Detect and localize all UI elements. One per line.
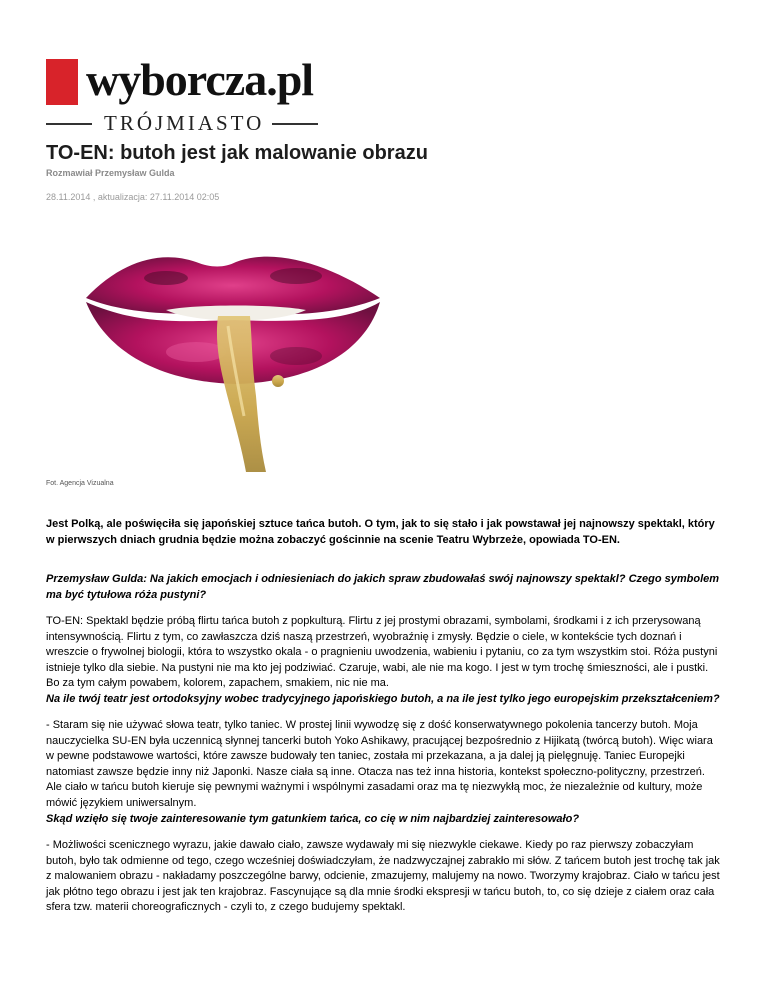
question-2: Na ile twój teatr jest ortodoksyjny wobec tradycyjnego japońskiego butoh, a na ile jest tylko jego europejskim przekształceniem? [46,693,720,705]
article-date: 28.11.2014 , aktualizacja: 27.11.2014 02:05 [46,192,220,202]
article-photo [46,206,420,472]
answer-1: TO-EN: Spektakl będzie próbą flirtu tańca butoh z popkulturą. Flirtu z jej prostymi obrazami, symbolami, środkami i z ich przerysowaną intensywnością. Flirtu z tym, co zawłaszcza dziś naszą przestrzeń, wyobraźnię i zmysły. Będzie o ciele, w kontekście tych doznań i wreszcie o frywolnej biologii, która to wszystko okala - o pragnieniu uwodzenia, wabieniu i pytaniu, co za tym wszystkim stoi. Róża pustyni istnieje tylko dla siebie. Na pustyni nie ma kto jej podziwiać. Czaruje, wabi, ale nie ma kogo. I jest w tym trochę śmieszności, ale i pustki. Bo za tym całym powabem, kolorem, zapachem, smakiem, nic nie ma. [46,615,718,689]
article-byline: Rozmawiał Przemysław Gulda [46,168,175,178]
photo-caption: Fot. Agencja Vizualna [46,480,114,487]
brand-name: wyborcza.pl [86,54,314,105]
logo-red-square [46,59,78,105]
question-1: Przemysław Gulda: Na jakich emocjach i odniesieniach do jakich spraw zbudowałaś swój najnowszy spektakl? Czego symbolem ma być tytułowa róża pustyni? [46,573,720,601]
article-title: TO-EN: butoh jest jak malowanie obrazu [46,142,428,164]
section-name: TRÓJMIASTO [104,111,265,135]
section-banner[interactable] [46,112,318,134]
answer-2: - Staram się nie używać słowa teatr, tylko taniec. W prostej linii wywodzę się z dość konserwatywnego pokolenia tancerzy butoh. Moja nauczycielka SU-EN była uczennicą słynnej tancerki butoh Yoko Ashikawy, pracującej bezpośrednio z Hijikatą (twórcą butoh). Więc wiara w pewne podstawowe wartości, które zawsze budowały ten taniec, została mi przekazana, a ja dalej ją pielęgnuję. Taniec Europejki natomiast zawsze będzie inny niż Japonki. Nasze ciała są inne. Otacza nas też inna historia, kontekst społeczno-polityczny, przestrzeń. Ale ciało w tańcu butoh kieruje się pewnymi ważnymi i wspólnymi zasadami oraz ma tę niezwykłą moc, że niezależnie od kultury, może mówić językiem uniwersalnym. [46,719,713,809]
masthead-logo[interactable] [46,54,336,114]
answer-3: - Możliwości scenicznego wyrazu, jakie dawało ciało, zawsze wydawały mi się niezwykle ciekawe. Kiedy po raz pierwszy zobaczyłam butoh, było tak odmienne od tego, czego wcześniej doświadczyłam, że nadzwyczajnej zabrakło mi słów. Z tańcem butoh jest trochę tak jak z malowaniem obrazu - nakładamy poszczególne barwy, odcienie, zmazujemy, malujemy na nowo. Tworzymy krajobraz. Ciało w tańcu jest jak płótno tego obrazu i jest jak ten krajobraz. Fascynujące są dla mnie środki ekspresji w tańcu butoh, to, co się dzieje z ciałem oraz cała sfera tzw. materii choreograficznych - czyli to, z czego budujemy spektakl. [46,839,720,913]
divider-right [272,123,318,125]
question-3: Skąd wzięło się twoje zainteresowanie tym gatunkiem tańca, co cię w nim najbardziej zainteresowało? [46,813,580,825]
lips-illustration [46,206,420,472]
divider-left [46,123,92,125]
article-lead: Jest Polką, ale poświęciła się japońskiej sztuce tańca butoh. O tym, jak to się stało i jak powstawał jej najnowszy spektakl, który w pierwszych dniach grudnia będzie można zobaczyć gościnnie na scenie Teatru Wybrzeże, opowiada TO-EN. [46,518,715,546]
